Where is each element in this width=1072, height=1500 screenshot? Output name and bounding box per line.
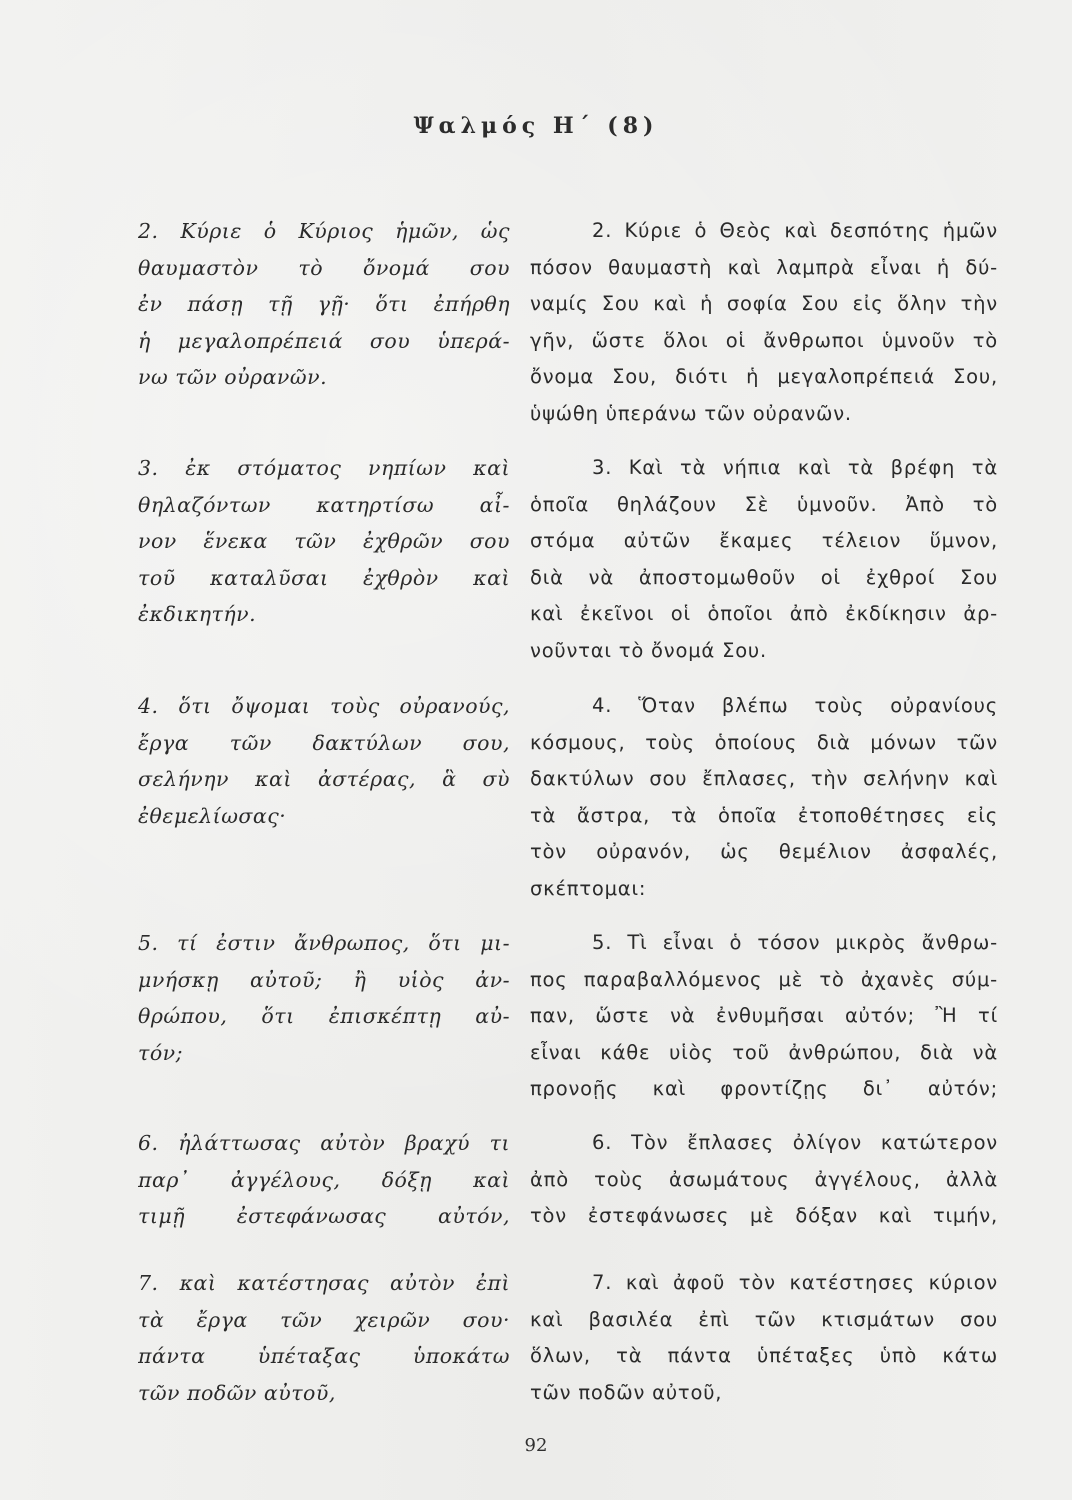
text-line: νω τῶν οὐρανῶν. bbox=[138, 365, 328, 390]
text-line: 2. Κύριε ὁ Θεὸς καὶ δεσπότης ἡμῶν bbox=[592, 219, 998, 242]
text-line: θρώπου, ὅτι ἐπισκέπτῃ αὐ- bbox=[138, 1004, 510, 1029]
text-line: δακτύλων σου ἔπλασες, τὴν σελήνην καὶ bbox=[530, 767, 998, 791]
text-line: πόσον θαυμαστὴ καὶ λαμπρὰ εἶναι ἡ δύ- bbox=[530, 255, 998, 279]
text-line: 7. καὶ κατέστησας αὐτὸν ἐπὶ bbox=[138, 1271, 510, 1295]
text-line: 2. Κύριε ὁ Κύριος ἡμῶν, ὡς bbox=[138, 219, 510, 243]
text-line: νον ἕνεκα τῶν ἐχθρῶν σου bbox=[138, 529, 510, 554]
text-line: θηλαζόντων κατηρτίσω αἶ- bbox=[138, 492, 510, 517]
text-line: τῶν ποδῶν αὐτοῦ, bbox=[530, 1380, 723, 1404]
page-number: 92 bbox=[524, 1435, 548, 1456]
ancient-verse-4 bbox=[138, 688, 510, 834]
text-line: κόσμους, τοὺς ὁποίους διὰ μόνων τῶν bbox=[530, 730, 998, 754]
text-line: γῆν, ὥστε ὅλοι οἱ ἄνθρωποι ὑμνοῦν τὸ bbox=[530, 328, 998, 352]
text-line: ἡ μεγαλοπρέπειά σου ὑπερά- bbox=[138, 328, 510, 353]
text-line: ναμίς Σου καὶ ἡ σοφία Σου εἰς ὅλην τὴν bbox=[530, 292, 998, 316]
text-line: ὑψώθη ὑπεράνω τῶν οὐρανῶν. bbox=[530, 401, 852, 425]
text-line: 7. καὶ ἀφοῦ τὸν κατέστησες κύριον bbox=[592, 1271, 998, 1294]
text-line: ἐκδικητήν. bbox=[138, 602, 257, 627]
text-line: στόμα αὐτῶν ἔκαμες τέλειον ὕμνον, bbox=[530, 529, 998, 553]
text-line: ἔργα τῶν δακτύλων σου, bbox=[138, 730, 510, 755]
text-line: καὶ βασιλέα ἐπὶ τῶν κτισμάτων σου bbox=[530, 1307, 998, 1331]
text-line: τὰ ἔργα τῶν χειρῶν σου· bbox=[138, 1307, 510, 1332]
text-line: νοῦνται τὸ ὄνομά Σου. bbox=[530, 638, 768, 662]
text-line: ἐθεμελίωσας· bbox=[138, 803, 287, 828]
ancient-verse-6 bbox=[138, 1125, 510, 1235]
ancient-verse-2 bbox=[138, 213, 510, 396]
modern-verse-6 bbox=[530, 1125, 998, 1235]
psalm-title: Ψαλμός Η΄ (8) bbox=[413, 113, 659, 139]
text-line: 5. Τὶ εἶναι ὁ τόσον μικρὸς ἄνθρω- bbox=[592, 931, 998, 954]
modern-verse-5 bbox=[530, 925, 998, 1108]
text-line: τὰ ἄστρα, τὰ ὁποῖα ἐτοποθέτησες εἰς bbox=[530, 803, 998, 827]
text-line: παν, ὥστε νὰ ἐνθυμῆσαι αὐτόν; Ἢ τί bbox=[530, 1004, 998, 1028]
text-line: ὄνομα Σου, διότι ἡ μεγαλοπρέπειά Σου, bbox=[530, 365, 998, 389]
text-line: καὶ ἐκεῖνοι οἱ ὁποῖοι ἀπὸ ἐκδίκησιν ἀρ- bbox=[530, 602, 998, 626]
text-line: τόν; bbox=[138, 1040, 184, 1065]
ancient-verse-3 bbox=[138, 450, 510, 633]
text-line: θαυμαστὸν τὸ ὄνομά σου bbox=[138, 255, 510, 280]
text-line: προνοῇς καὶ φροντίζῃς δι᾽ αὐτόν; bbox=[530, 1077, 998, 1101]
ancient-verse-7 bbox=[138, 1265, 510, 1411]
text-line: ἀπὸ τοὺς ἀσωμάτους ἀγγέλους, ἀλλὰ bbox=[530, 1167, 998, 1191]
text-line: σκέπτομαι: bbox=[530, 876, 647, 900]
text-line: τὸν οὐρανόν, ὡς θεμέλιον ἀσφαλές, bbox=[530, 840, 998, 864]
text-line: 3. ἐκ στόματος νηπίων καὶ bbox=[138, 456, 510, 480]
text-line: τῶν ποδῶν αὐτοῦ, bbox=[138, 1380, 336, 1405]
modern-verse-7 bbox=[530, 1265, 998, 1411]
text-line: τιμῇ ἐστεφάνωσας αὐτόν, bbox=[138, 1204, 510, 1229]
text-line: πος παραβαλλόμενος μὲ τὸ ἀχανὲς σύμ- bbox=[530, 967, 998, 991]
text-line: 6. Τὸν ἔπλασες ὀλίγον κατώτερον bbox=[592, 1131, 998, 1154]
text-line: 4. ὅτι ὄψομαι τοὺς οὐρανούς, bbox=[138, 694, 510, 718]
text-line: διὰ νὰ ἀποστομωθοῦν οἱ ἐχθροί Σου bbox=[530, 565, 998, 589]
text-line: τοῦ καταλῦσαι ἐχθρὸν καὶ bbox=[138, 565, 510, 590]
text-line: πάντα ὑπέταξας ὑποκάτω bbox=[138, 1344, 510, 1369]
text-line: παρ᾽ ἀγγέλους, δόξῃ καὶ bbox=[138, 1167, 510, 1192]
text-line: 5. τί ἐστιν ἄνθρωπος, ὅτι μι- bbox=[138, 931, 510, 955]
text-line: ὅλων, τὰ πάντα ὑπέταξες ὑπὸ κάτω bbox=[530, 1344, 998, 1368]
text-line: εἶναι κάθε υἱὸς τοῦ ἀνθρώπου, διὰ νὰ bbox=[530, 1040, 998, 1064]
text-line: 4. Ὅταν βλέπω τοὺς οὐρανίους bbox=[592, 694, 998, 717]
modern-verse-3 bbox=[530, 450, 998, 670]
text-line: 3. Καὶ τὰ νήπια καὶ τὰ βρέφη τὰ bbox=[592, 456, 998, 479]
text-line: σελήνην καὶ ἀστέρας, ἃ σὺ bbox=[138, 767, 510, 792]
ancient-verse-5 bbox=[138, 925, 510, 1071]
modern-verse-4 bbox=[530, 688, 998, 908]
text-line: 6. ἠλάττωσας αὐτὸν βραχύ τι bbox=[138, 1131, 510, 1155]
text-line: μνήσκῃ αὐτοῦ; ἢ υἱὸς ἀν- bbox=[138, 967, 510, 992]
text-line: τὸν ἐστεφάνωσες μὲ δόξαν καὶ τιμήν, bbox=[530, 1204, 998, 1228]
text-line: ὁποῖα θηλάζουν Σὲ ὑμνοῦν. Ἀπὸ τὸ bbox=[530, 492, 998, 516]
text-line: ἐν πάσῃ τῇ γῇ· ὅτι ἐπήρθη bbox=[138, 292, 510, 317]
modern-verse-2 bbox=[530, 213, 998, 433]
